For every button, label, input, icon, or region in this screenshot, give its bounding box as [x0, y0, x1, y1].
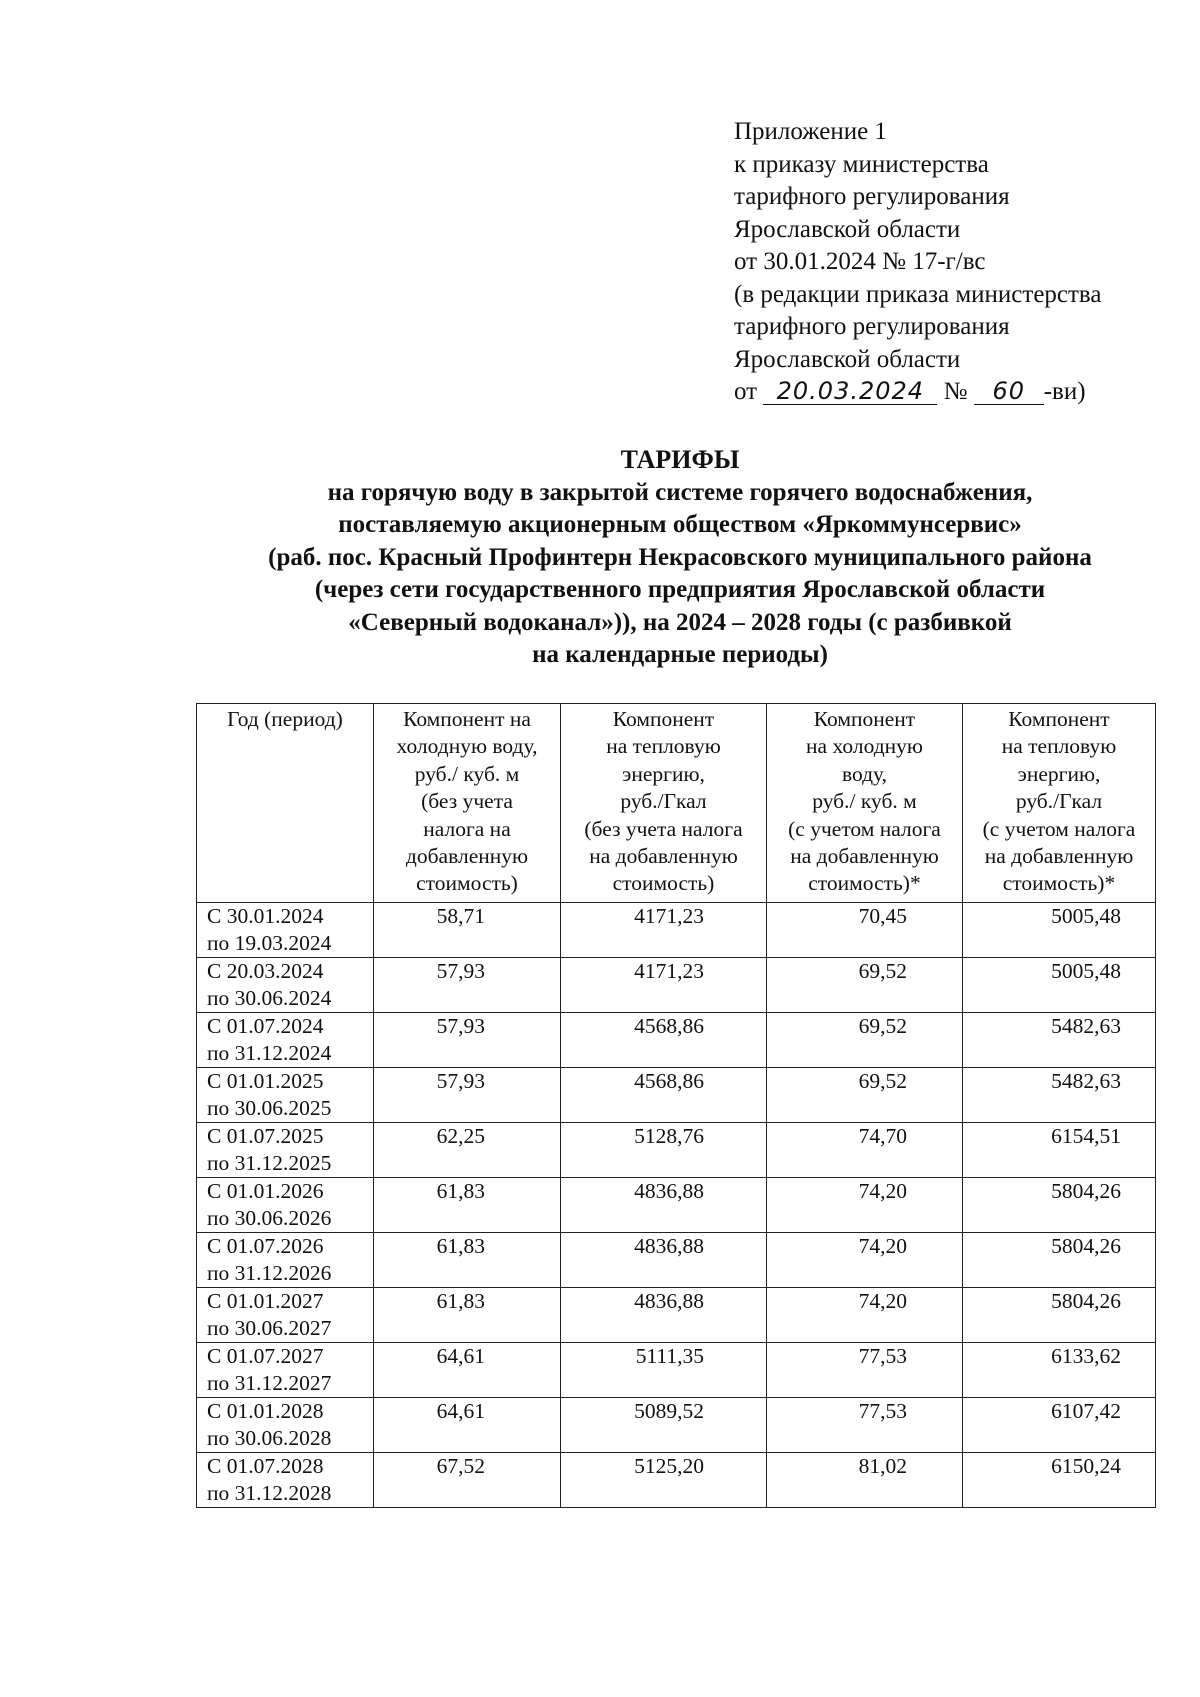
value-cell-heat-vat: 6133,62	[963, 1343, 1156, 1398]
title-line: (через сети государственного предприятия Ярославской области	[314, 576, 1046, 603]
period-to: по 30.06.2026	[207, 1206, 332, 1230]
period-cell	[197, 1233, 374, 1288]
column-header-line: Компонент	[612, 707, 715, 731]
period-from: С 01.07.2027	[207, 1344, 324, 1368]
value-cell-cold-vat: 74,70	[767, 1123, 963, 1178]
value-cell-heat-vat: 6150,24	[963, 1453, 1156, 1508]
column-header	[561, 704, 767, 903]
value-cell-cold-vat: 70,45	[767, 903, 963, 958]
value-cell-heat-no-vat: 5125,20	[561, 1453, 767, 1508]
column-header-line: (с учетом налога	[788, 816, 941, 841]
period-to: по 31.12.2028	[207, 1481, 332, 1505]
table-row	[197, 1233, 1156, 1288]
value-cell-cold-vat: 74,20	[767, 1178, 963, 1233]
value-cell-cold-no-vat: 64,61	[374, 1343, 561, 1398]
period-from: С 01.01.2025	[207, 1069, 324, 1093]
appendix-header	[734, 116, 1174, 409]
value-cell-heat-no-vat: 5111,35	[561, 1343, 767, 1398]
title-line: (раб. пос. Красный Профинтерн Некрасовского муниципального района	[268, 543, 1092, 571]
title-line: на горячую воду в закрытой системе горячего водоснабжения,	[327, 478, 1033, 506]
column-header-line: на холодную	[806, 734, 923, 759]
period-cell	[197, 1453, 374, 1508]
period-from: С 01.01.2028	[207, 1399, 324, 1423]
column-header-line: Компонент	[1008, 707, 1110, 731]
value-cell-heat-vat: 5804,26	[963, 1233, 1156, 1288]
column-header-line: на добавленную	[790, 844, 939, 869]
column-header-line: (без учета налога	[584, 816, 743, 841]
column-header-line: руб./Гкал	[1015, 789, 1103, 814]
value-cell-heat-no-vat: 4836,88	[561, 1233, 767, 1288]
period-cell	[197, 1178, 374, 1233]
value-cell-cold-vat: 77,53	[767, 1398, 963, 1453]
period-from: С 01.01.2026	[207, 1179, 324, 1203]
amendment-suffix: -ви)	[1043, 378, 1086, 405]
column-header-line: воду,	[841, 761, 888, 786]
value-cell-heat-no-vat: 4836,88	[561, 1288, 767, 1343]
value-cell-heat-no-vat: 5089,52	[561, 1398, 767, 1453]
period-to: по 30.06.2028	[207, 1426, 332, 1450]
appendix-line: Приложение 1	[734, 118, 887, 145]
period-to: по 31.12.2027	[207, 1371, 332, 1395]
value-cell-heat-vat: 5804,26	[963, 1288, 1156, 1343]
column-header-line: на тепловую	[1001, 734, 1117, 759]
title-line: на календарные периоды)	[532, 641, 828, 668]
column-header-line: Компонент на	[403, 707, 531, 731]
column-header-line: (без учета	[421, 789, 513, 814]
column-header-line: на добавленную	[589, 844, 738, 869]
column-header-line: энергию,	[1017, 761, 1101, 786]
column-header-line: стоимость)	[612, 871, 715, 896]
table-row	[197, 1288, 1156, 1343]
appendix-amendment-line	[734, 376, 1174, 409]
value-cell-cold-no-vat: 61,83	[374, 1178, 561, 1233]
period-from: С 01.07.2026	[207, 1234, 324, 1258]
column-header-line: холодную воду,	[396, 734, 538, 759]
title-line: «Северный водоканал»)), на 2024 – 2028 годы (с разбивкой	[348, 608, 1012, 636]
appendix-line: тарифного регулирования	[734, 313, 1010, 340]
appendix-line: к приказу министерства	[734, 150, 989, 178]
value-cell-cold-vat: 69,52	[767, 1068, 963, 1123]
amendment-prefix: от	[734, 378, 758, 405]
value-cell-cold-no-vat: 62,25	[374, 1123, 561, 1178]
period-to: по 30.06.2024	[207, 986, 332, 1010]
value-cell-heat-vat: 5482,63	[963, 1068, 1156, 1123]
value-cell-heat-no-vat: 4171,23	[561, 903, 767, 958]
value-cell-cold-no-vat: 57,93	[374, 958, 561, 1013]
appendix-line: Ярославской области	[734, 345, 961, 373]
appendix-line: Ярославской области	[734, 215, 961, 243]
period-from: С 30.01.2024	[207, 904, 324, 928]
period-to: по 31.12.2026	[207, 1261, 332, 1285]
appendix-line: от 30.01.2024 № 17-г/вс	[734, 248, 986, 275]
value-cell-cold-vat: 81,02	[767, 1453, 963, 1508]
value-cell-cold-vat: 69,52	[767, 958, 963, 1013]
table-row	[197, 1398, 1156, 1453]
value-cell-cold-no-vat: 57,93	[374, 1068, 561, 1123]
column-header	[374, 704, 561, 903]
period-to: по 19.03.2024	[207, 931, 332, 955]
column-header-line: стоимость)	[416, 871, 518, 896]
table-row	[197, 1453, 1156, 1508]
table-row	[197, 903, 1156, 958]
period-cell	[197, 1068, 374, 1123]
title-line: поставляемую акционерным обществом «Яркоммунсервис»	[338, 511, 1022, 538]
period-to: по 31.12.2024	[207, 1041, 332, 1065]
value-cell-heat-vat: 6107,42	[963, 1398, 1156, 1453]
value-cell-heat-vat: 5005,48	[963, 903, 1156, 958]
table-row	[197, 1178, 1156, 1233]
value-cell-heat-no-vat: 4568,86	[561, 1068, 767, 1123]
period-cell	[197, 903, 374, 958]
value-cell-cold-vat: 77,53	[767, 1343, 963, 1398]
value-cell-heat-no-vat: 5128,76	[561, 1123, 767, 1178]
title-main: ТАРИФЫ	[620, 445, 740, 474]
value-cell-heat-vat: 5482,63	[963, 1013, 1156, 1068]
column-header-line: налога на	[423, 816, 511, 841]
value-cell-heat-vat: 5804,26	[963, 1178, 1156, 1233]
column-header-line: (с учетом налога	[982, 816, 1136, 841]
column-header-line: энергию,	[622, 761, 705, 786]
appendix-line: (в редакции приказа министерства	[734, 280, 1102, 308]
value-cell-cold-vat: 74,20	[767, 1233, 963, 1288]
period-from: С 01.07.2025	[207, 1124, 324, 1148]
value-cell-heat-vat: 5005,48	[963, 958, 1156, 1013]
column-header-line: добавленную	[405, 844, 529, 869]
table-row	[197, 1343, 1156, 1398]
table-row	[197, 958, 1156, 1013]
value-cell-cold-no-vat: 61,83	[374, 1233, 561, 1288]
period-cell	[197, 1288, 374, 1343]
period-to: по 30.06.2025	[207, 1096, 332, 1120]
value-cell-cold-vat: 69,52	[767, 1013, 963, 1068]
table-row	[197, 1013, 1156, 1068]
column-header-line: на добавленную	[984, 844, 1134, 869]
value-cell-cold-no-vat: 67,52	[374, 1453, 561, 1508]
number-sign: №	[943, 378, 968, 405]
column-header-line: на тепловую	[606, 734, 721, 759]
appendix-line: тарифного регулирования	[734, 183, 1010, 210]
column-header	[197, 704, 374, 903]
period-from: С 01.01.2027	[207, 1289, 324, 1313]
period-to: по 31.12.2025	[207, 1151, 332, 1175]
value-cell-heat-no-vat: 4568,86	[561, 1013, 767, 1068]
value-cell-cold-no-vat: 64,61	[374, 1398, 561, 1453]
handwritten-number: 60	[974, 378, 1044, 405]
column-header-line: руб./Гкал	[620, 789, 707, 814]
period-to: по 30.06.2027	[207, 1316, 332, 1340]
column-header-line: стоимость)*	[808, 871, 921, 896]
column-header-line: руб./ куб. м	[812, 789, 917, 814]
value-cell-heat-vat: 6154,51	[963, 1123, 1156, 1178]
period-cell	[197, 1343, 374, 1398]
table-row	[197, 1068, 1156, 1123]
column-header	[963, 704, 1156, 903]
period-from: С 01.07.2028	[207, 1454, 324, 1478]
period-from: С 01.07.2024	[207, 1014, 324, 1038]
handwritten-date: 20.03.2024	[763, 378, 937, 405]
table-body	[197, 903, 1156, 1508]
column-header-line: стоимость)*	[1002, 871, 1116, 896]
column-header-line: руб./ куб. м	[414, 761, 520, 786]
period-cell	[197, 1013, 374, 1068]
tariff-table	[196, 703, 1156, 1508]
value-cell-heat-no-vat: 4836,88	[561, 1178, 767, 1233]
document-title	[180, 444, 1180, 672]
column-header-line: Компонент	[813, 707, 916, 731]
table-row	[197, 1123, 1156, 1178]
column-header-line: Год (период)	[227, 707, 343, 731]
period-cell	[197, 1123, 374, 1178]
table-header-row	[197, 704, 1156, 903]
value-cell-heat-no-vat: 4171,23	[561, 958, 767, 1013]
value-cell-cold-no-vat: 61,83	[374, 1288, 561, 1343]
period-cell	[197, 958, 374, 1013]
period-from: С 20.03.2024	[207, 959, 324, 983]
value-cell-cold-no-vat: 57,93	[374, 1013, 561, 1068]
period-cell	[197, 1398, 374, 1453]
value-cell-cold-no-vat: 58,71	[374, 903, 561, 958]
column-header	[767, 704, 963, 903]
value-cell-cold-vat: 74,20	[767, 1288, 963, 1343]
